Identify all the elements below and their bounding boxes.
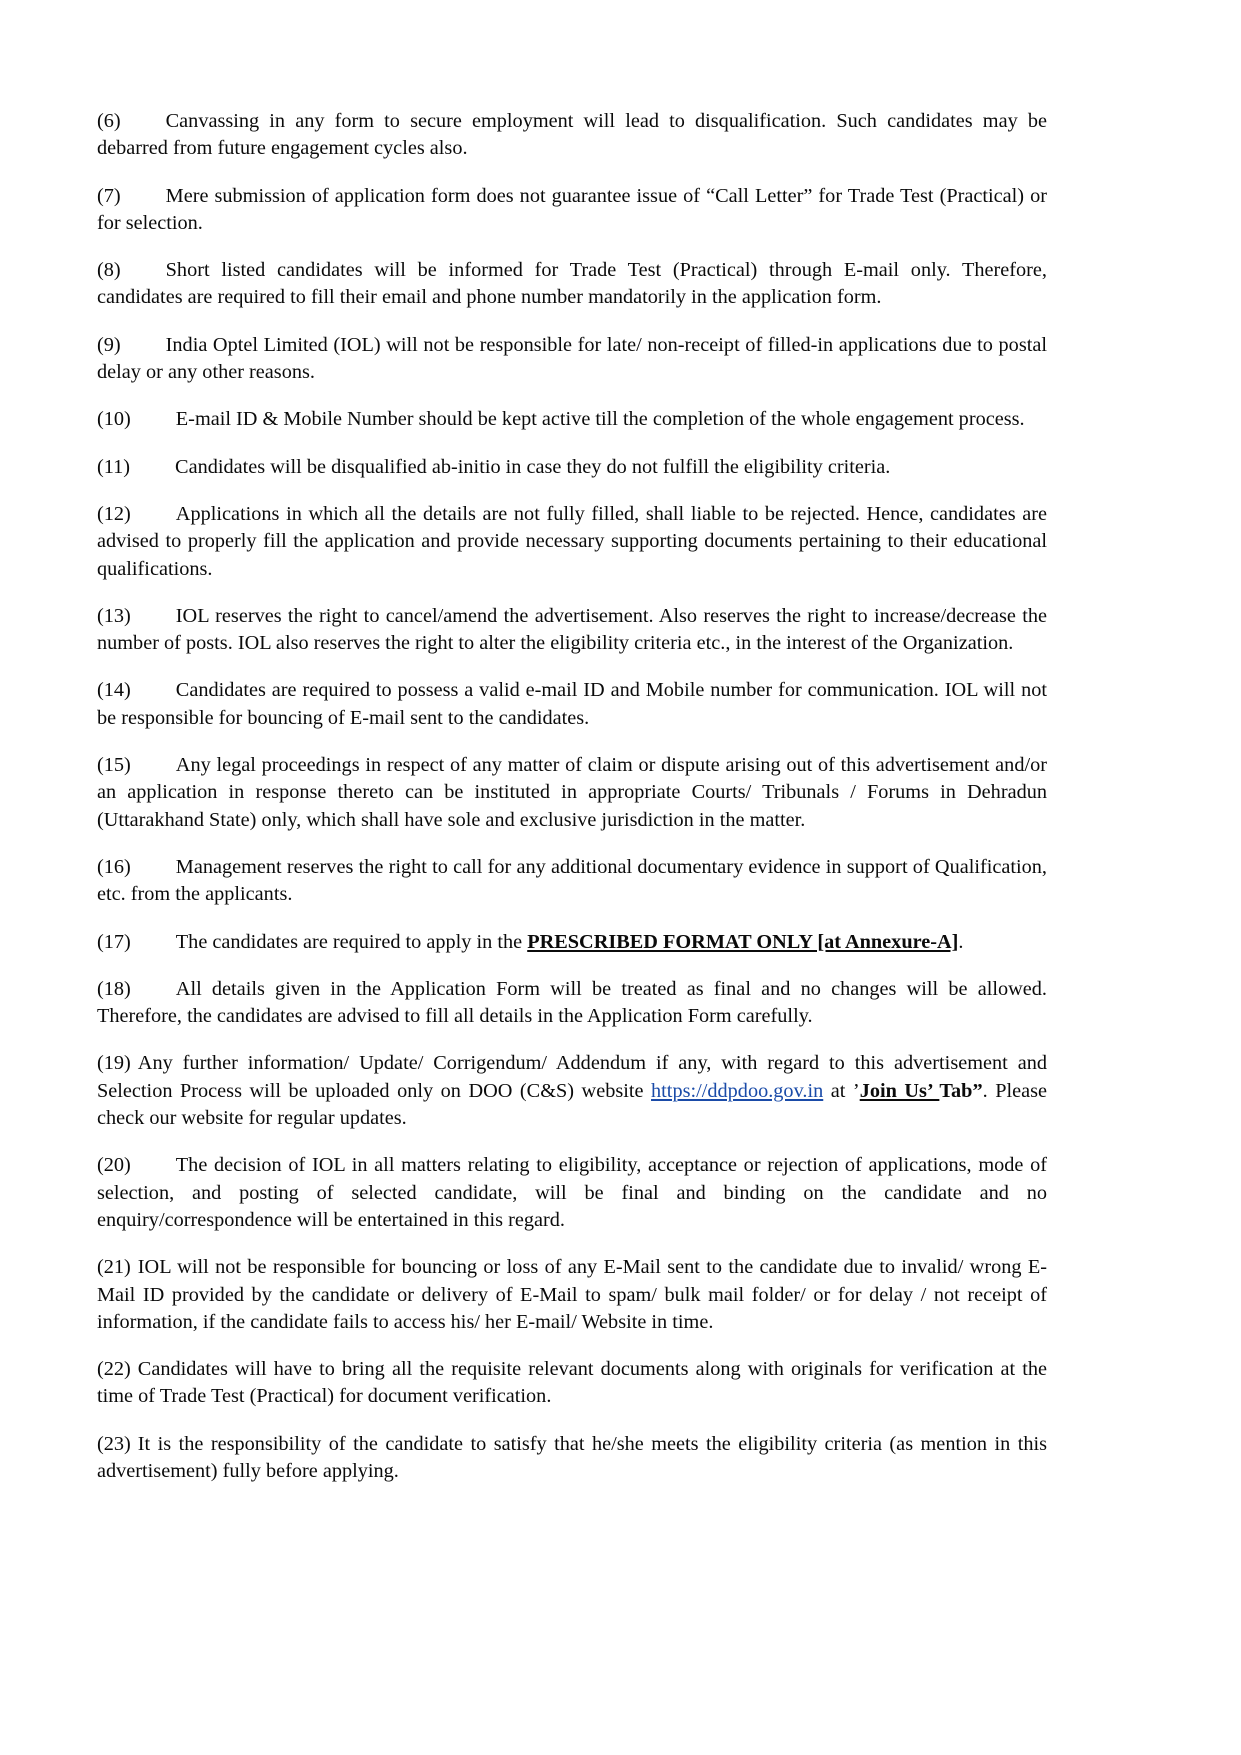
instruction-text: IOL will not be responsible for bouncing or loss of any E-Mail sent to the candidate due to invalid/ wrong E-Mail ID provided by the candidate or delivery of E-Mail to spam/ bulk mail folder/ or for delay / not receipt of information, if the candidate fails to access his/ her E-mail/ Website in time.	[97, 1256, 1047, 1333]
instruction-text: It is the responsibility of the candidate to satisfy that he/she meets the eligibility criteria (as mention in this advertisement) fully before applying.	[97, 1432, 1047, 1482]
instruction-number: (18)	[97, 977, 131, 1000]
instruction-text: E-mail ID & Mobile Number should be kept active till the completion of the whole engagement process.	[175, 408, 1025, 431]
instruction-number: (19)	[97, 1052, 131, 1075]
instruction-paragraph	[97, 332, 1047, 387]
instruction-text: Management reserves the right to call for any additional documentary evidence in support of Qualification, etc. from the applicants.	[97, 855, 1047, 906]
instruction-text: Applications in which all the details are not fully filled, shall liable to be rejected. Hence, candidates are advised to properly fill the application and provide necessary supporting documents pertaining to their educational qualifications.	[97, 502, 1047, 580]
emphasis-bold-underline: Join Us’	[859, 1079, 940, 1102]
instruction-number: (14)	[97, 679, 131, 702]
instruction-text: Any legal proceedings in respect of any matter of claim or dispute arising out of this advertisement and/or an application in response thereto can be instituted in appropriate Courts/ Tribunals / Forums in Dehradun (Uttarakhand State) only, which shall have sole and exclusive jurisdiction in the matter.	[97, 754, 1047, 831]
emphasis-bold-underline: PRESCRIBED FORMAT ONLY [at Annexure-A]	[527, 930, 959, 953]
instruction-paragraph	[97, 1152, 1047, 1234]
instruction-paragraph	[97, 929, 1047, 956]
instruction-text: .	[958, 930, 964, 953]
website-link[interactable]: https://ddpdoo.gov.in	[651, 1079, 824, 1102]
instruction-number: (23)	[97, 1432, 131, 1455]
instruction-number: (9)	[97, 333, 121, 356]
instruction-paragraph	[97, 406, 1047, 433]
instruction-number: (22)	[97, 1358, 131, 1381]
instruction-paragraph	[97, 501, 1047, 583]
instruction-number: (7)	[97, 184, 121, 207]
instruction-paragraph	[97, 454, 1047, 481]
instruction-number: (16)	[97, 855, 131, 878]
instruction-text: Candidates will be disqualified ab-initio in case they do not fulfill the eligibility criteria.	[175, 455, 891, 478]
instruction-paragraph	[97, 752, 1047, 834]
instruction-paragraph	[97, 108, 1047, 163]
instruction-number: (10)	[97, 408, 131, 431]
instruction-number: (17)	[97, 930, 131, 953]
instruction-text: Short listed candidates will be informed for Trade Test (Practical) through E-mail only. Therefore, candidates are required to fill their email and phone number mandatorily in the application form.	[97, 259, 1047, 309]
instruction-number: (13)	[97, 604, 131, 627]
instruction-text: Any further information/ Update/ Corrigendum/ Addendum if any, with regard to this advertisement and Selection Process will be uploaded only on DOO (C&S) website	[97, 1052, 1047, 1102]
instruction-text: . Please check our website for regular updates.	[97, 1079, 1047, 1130]
instruction-paragraph	[97, 1050, 1047, 1132]
instruction-number: (11)	[97, 455, 131, 478]
instruction-paragraph	[97, 677, 1047, 732]
instruction-paragraph	[97, 976, 1047, 1031]
instruction-text: Mere submission of application form does not guarantee issue of “Call Letter” for Trade Test (Practical) or for selection.	[97, 184, 1047, 234]
instruction-paragraph	[97, 603, 1047, 658]
instruction-paragraph	[97, 257, 1047, 312]
instruction-text: The candidates are required to apply in the	[175, 930, 528, 953]
instruction-text: IOL reserves the right to cancel/amend the advertisement. Also reserves the right to increase/decrease the number of posts. IOL also reserves the right to alter the eligibility criteria etc., in the interest of the Organization.	[97, 604, 1047, 655]
instruction-number: (8)	[97, 259, 121, 282]
instruction-text: at ’	[823, 1079, 860, 1102]
instruction-number: (21)	[97, 1256, 131, 1279]
instruction-number: (12)	[97, 502, 131, 525]
instruction-number: (20)	[97, 1154, 131, 1177]
instruction-paragraph	[97, 1431, 1047, 1486]
instruction-text: All details given in the Application Form will be treated as final and no changes will be allowed. Therefore, the candidates are advised to fill all details in the Application Form carefully.	[97, 977, 1047, 1028]
instruction-text: Candidates are required to possess a valid e-mail ID and Mobile number for communication. IOL will not be responsible for bouncing of E-mail sent to the candidates.	[97, 679, 1047, 729]
instruction-paragraph	[97, 1356, 1047, 1411]
instruction-text: Canvassing in any form to secure employment will lead to disqualification. Such candidates may be debarred from future engagement cycles also.	[97, 110, 1047, 160]
instruction-text: The decision of IOL in all matters relating to eligibility, acceptance or rejection of applications, mode of selection, and posting of selected candidate, will be final and binding on the candidate and no enquiry/correspondence will be entertained in this regard.	[97, 1154, 1047, 1231]
instruction-text: India Optel Limited (IOL) will not be responsible for late/ non-receipt of filled-in applications due to postal delay or any other reasons.	[97, 333, 1047, 384]
instruction-paragraph	[97, 1254, 1047, 1336]
instruction-text: Candidates will have to bring all the requisite relevant documents along with originals for verification at the time of Trade Test (Practical) for document verification.	[97, 1358, 1047, 1408]
emphasis-bold: Tab”	[939, 1079, 983, 1102]
instructions-list	[97, 108, 1047, 1485]
instruction-paragraph	[97, 854, 1047, 909]
instruction-number: (15)	[97, 754, 131, 777]
instruction-number: (6)	[97, 110, 121, 132]
instruction-paragraph	[97, 183, 1047, 238]
